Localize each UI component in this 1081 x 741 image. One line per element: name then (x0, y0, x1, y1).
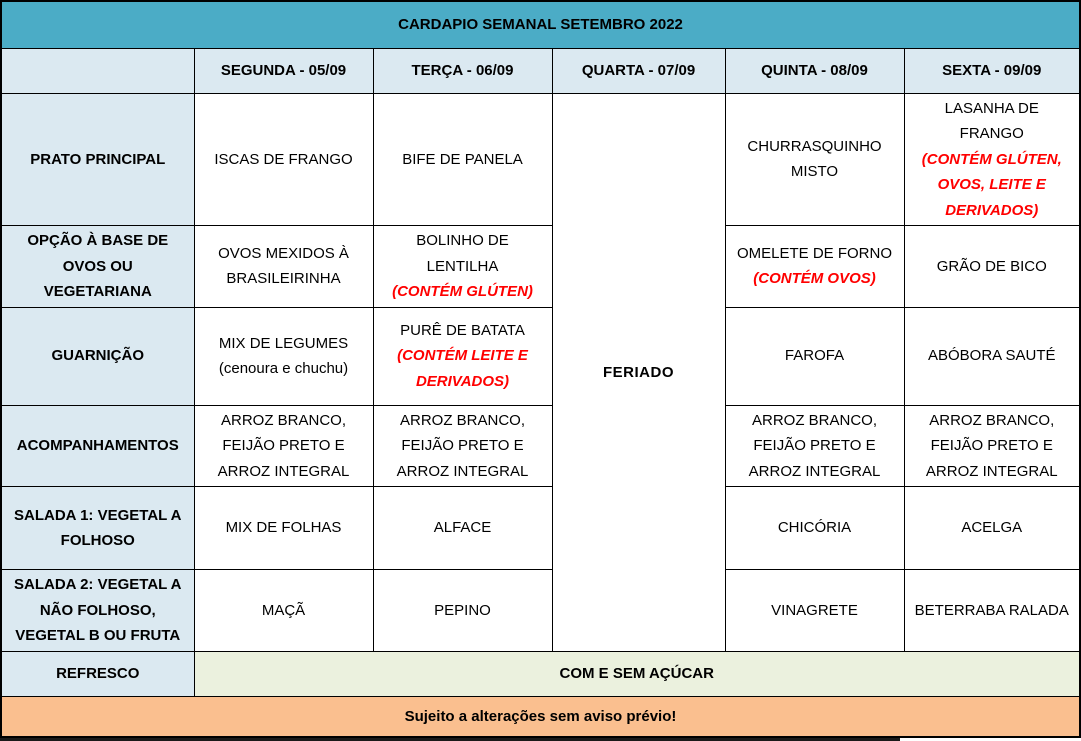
day-header-quinta: QUINTA - 08/09 (725, 48, 904, 93)
dish-name: ACELGA (961, 519, 1023, 537)
menu-cell-prato-sexta (904, 93, 1080, 226)
dish-name: PEPINO (434, 601, 491, 619)
menu-cell-acomp-sexta (904, 405, 1080, 487)
menu-cell-guarnicao-quinta (725, 307, 904, 405)
menu-cell-opcao-sexta (904, 226, 1080, 308)
dish-name: CHICÓRIA (777, 519, 852, 537)
footer-note: Sujeito a alterações sem aviso prévio! (1, 697, 1080, 737)
menu-cell-salada1-terca (373, 487, 552, 570)
menu-cell-guarnicao-segunda (194, 307, 373, 405)
row-label-opcao-ovos: OPÇÃO À BASE DE OVOS OU VEGETARIANA (1, 226, 194, 308)
menu-cell-acomp-terca (373, 405, 552, 487)
menu-cell-salada1-sexta (904, 487, 1080, 570)
menu-cell-opcao-terca (373, 226, 552, 308)
menu-cell-salada1-segunda (194, 487, 373, 570)
dish-name: BOLINHO DE LENTILHA (416, 232, 509, 275)
dish-name: PURÊ DE BATATA (400, 321, 525, 339)
day-header-quarta: QUARTA - 07/09 (552, 48, 725, 93)
menu-cell-opcao-quinta (725, 226, 904, 308)
dish-name: ISCAS DE FRANGO (214, 150, 353, 168)
row-label-salada-1: SALADA 1: VEGETAL A FOLHOSO (1, 487, 194, 570)
allergen-note: (CONTÉM GLÚTEN, OVOS, LEITE E DERIVADOS) (921, 150, 1062, 219)
row-label-refresco: REFRESCO (1, 652, 194, 697)
dish-name: ARROZ BRANCO, FEIJÃO PRETO E ARROZ INTEGRAL (396, 411, 529, 480)
dish-name: MIX DE FOLHAS (225, 519, 342, 537)
dish-name: OMELETE DE FORNO (736, 244, 893, 262)
dish-name: GRÃO DE BICO (936, 257, 1047, 275)
row-label-salada-2: SALADA 2: VEGETAL A NÃO FOLHOSO, VEGETAL B OU FRUTA (1, 570, 194, 652)
menu-cell-salada2-terca (373, 570, 552, 652)
row-label-prato-principal: PRATO PRINCIPAL (1, 93, 194, 226)
day-header-sexta: SEXTA - 09/09 (904, 48, 1080, 93)
dish-name: LASANHA DE FRANGO (944, 99, 1039, 142)
menu-cell-salada1-quinta (725, 487, 904, 570)
dish-name: BETERRABA RALADA (914, 601, 1069, 619)
dish-name: ARROZ BRANCO, FEIJÃO PRETO E ARROZ INTEGRAL (925, 411, 1058, 480)
dish-name: ABÓBORA SAUTÉ (927, 347, 1056, 365)
dish-name: ARROZ BRANCO, FEIJÃO PRETO E ARROZ INTEGRAL (217, 411, 350, 480)
dish-name: ARROZ BRANCO, FEIJÃO PRETO E ARROZ INTEGRAL (748, 411, 881, 480)
allergen-note: (CONTÉM LEITE E DERIVADOS) (397, 347, 528, 390)
corner-header-cell (1, 48, 194, 93)
menu-cell-opcao-segunda (194, 226, 373, 308)
allergen-note: (CONTÉM GLÚTEN) (392, 283, 533, 300)
menu-cell-acomp-quinta (725, 405, 904, 487)
dish-name: OVOS MEXIDOS À BRASILEIRINHA (218, 244, 349, 288)
menu-cell-prato-quinta (725, 93, 904, 226)
menu-cell-guarnicao-terca (373, 307, 552, 405)
menu-cell-acomp-segunda (194, 405, 373, 487)
allergen-note: (CONTÉM OVOS) (753, 270, 876, 288)
bottom-border-bar (0, 738, 900, 741)
page-title: CARDAPIO SEMANAL SETEMBRO 2022 (1, 1, 1080, 48)
row-label-acompanhamentos: ACOMPANHAMENTOS (1, 405, 194, 487)
menu-cell-prato-terca (373, 93, 552, 226)
dish-name: MIX DE LEGUMES (218, 334, 349, 352)
menu-cell-salada2-sexta (904, 570, 1080, 652)
menu-cell-salada2-segunda (194, 570, 373, 652)
holiday-cell: FERIADO (552, 93, 725, 652)
bottom-edge-strip (0, 738, 1081, 741)
dish-note: (cenoura e chuchu) (218, 360, 349, 377)
day-header-terca: TERÇA - 06/09 (373, 48, 552, 93)
dish-name: ALFACE (433, 519, 492, 537)
row-label-guarnicao: GUARNIÇÃO (1, 307, 194, 405)
dish-name: VINAGRETE (771, 601, 858, 619)
day-header-segunda: SEGUNDA - 05/09 (194, 48, 373, 93)
dish-name: MAÇÃ (261, 601, 306, 619)
dish-name: CHURRASQUINHO MISTO (747, 137, 882, 181)
dish-name: BIFE DE PANELA (402, 150, 523, 168)
refresco-value: COM E SEM AÇÚCAR (194, 652, 1080, 697)
menu-cell-salada2-quinta (725, 570, 904, 652)
dish-name: FAROFA (784, 347, 845, 365)
menu-cell-prato-segunda (194, 93, 373, 226)
menu-cell-guarnicao-sexta (904, 307, 1080, 405)
